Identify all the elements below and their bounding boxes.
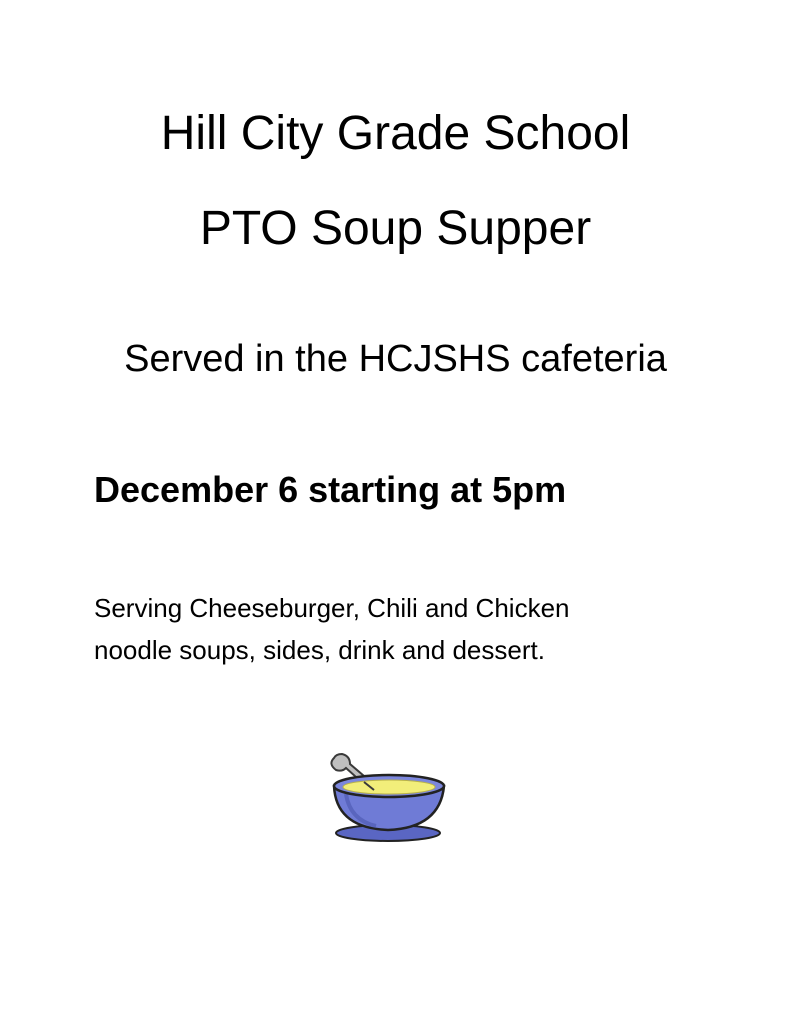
event-location: Served in the HCJSHS cafeteria — [124, 338, 667, 380]
school-name-heading: Hill City Grade School — [160, 107, 631, 160]
menu-line-1: Serving Cheeseburger, Chili and Chicken — [94, 593, 570, 623]
menu-description — [94, 587, 734, 671]
menu-line-2: noodle soups, sides, drink and dessert. — [94, 635, 545, 665]
event-date: December 6 starting at 5pm — [94, 469, 567, 510]
soup-bowl-icon — [324, 748, 454, 844]
event-title-heading: PTO Soup Supper — [199, 202, 592, 255]
